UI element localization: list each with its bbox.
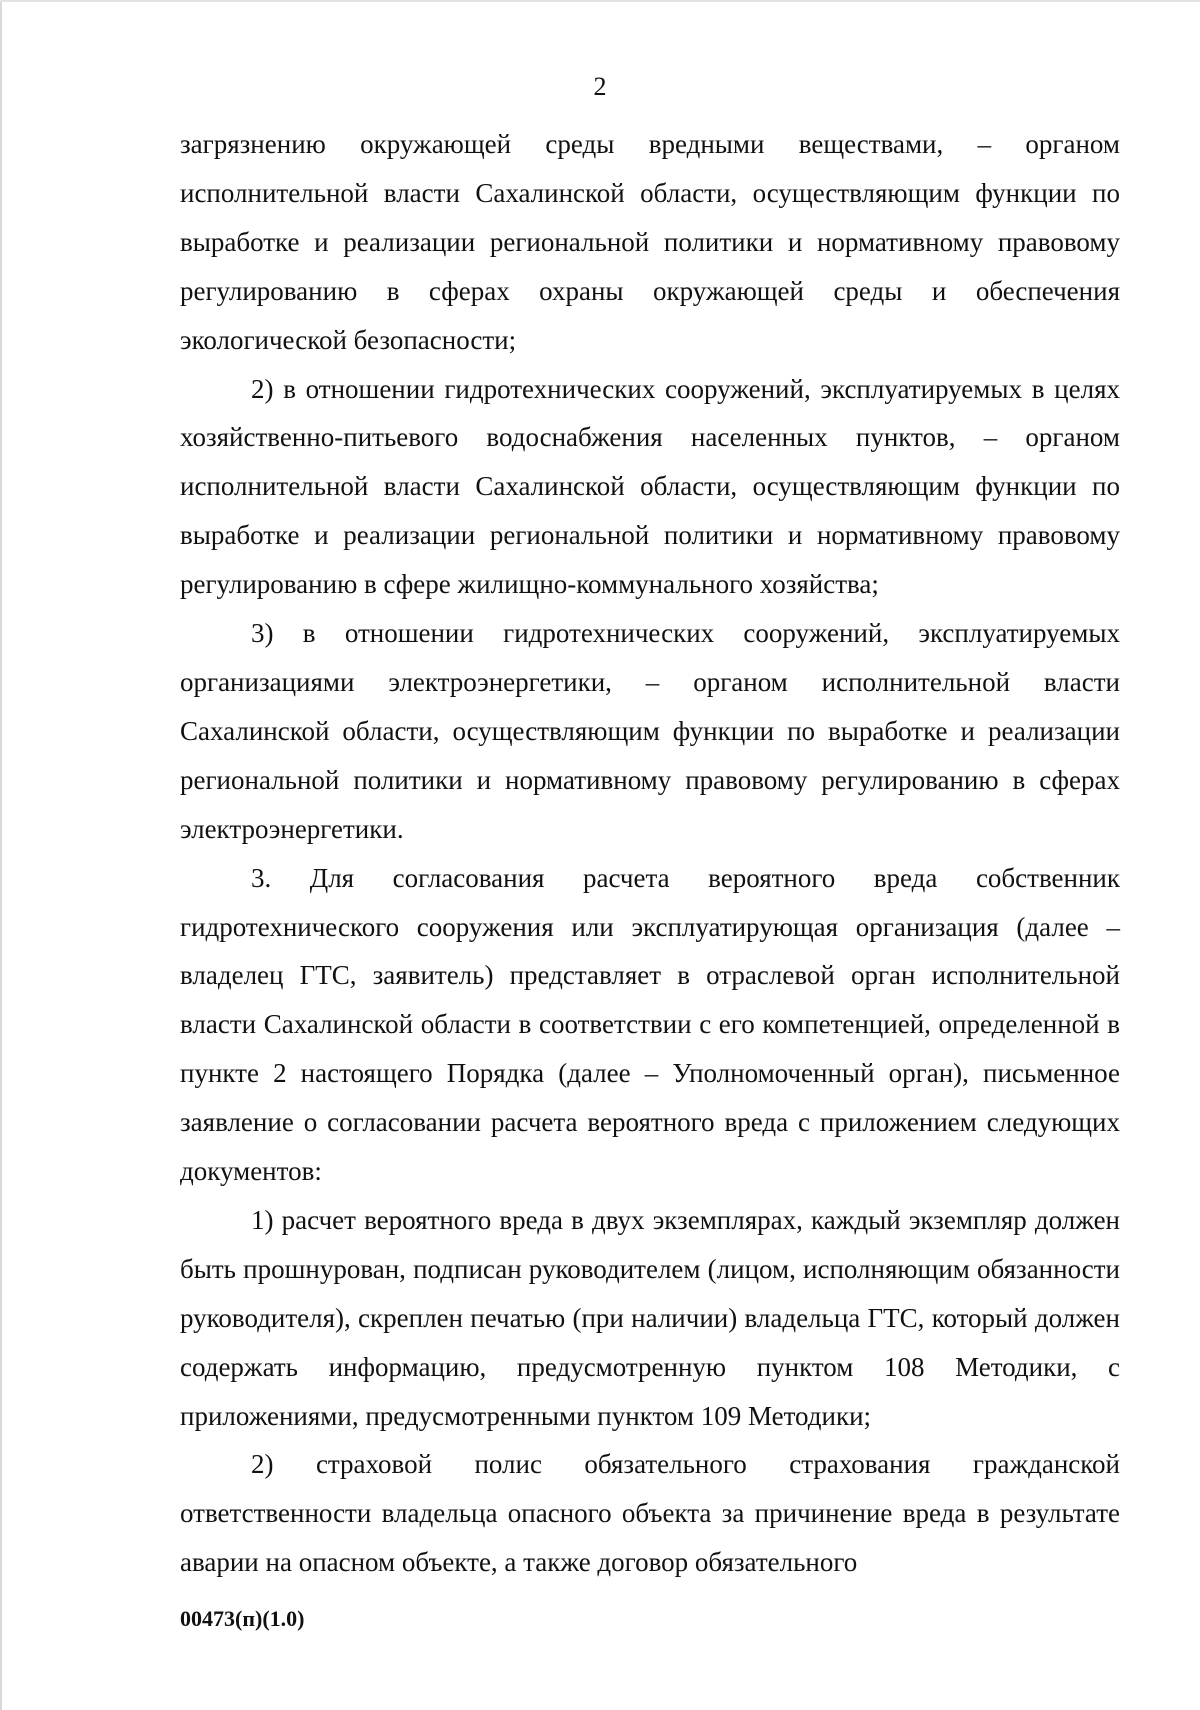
page-number: 2: [593, 72, 607, 101]
document-code: 00473(п)(1.0): [180, 1606, 305, 1631]
scan-edge-top: [0, 0, 1200, 2]
document-body: [180, 120, 1120, 1587]
paragraph-4: 3. Для согласования расчета вероятного вреда собственник гидротехнического сооружения или эксплуатирующая организация (далее – владелец ГТС, заявитель) представляет в отраслевой орган исполнительной власти Сахалинской области в соответствии с его компетенцией, определенной в пункте 2 настоящего Порядка (далее – Уполномоченный орган), письменное заявление о согласовании расчета вероятного вреда с приложением следующих документов:: [180, 862, 1120, 1187]
paragraph-5: 1) расчет вероятного вреда в двух экземплярах, каждый экземпляр должен быть прошнурован, подписан руководителем (лицом, исполняющим обязанности руководителя), скреплен печатью (при наличии) владельца ГТС, который должен содержать информацию, предусмотренную пунктом 108 Методики, с приложениями, предусмотренными пунктом 109 Методики;: [180, 1204, 1120, 1431]
paragraph-2: 2) в отношении гидротехнических сооружений, эксплуатируемых в целях хозяйственно-питьевого водоснабжения населенных пунктов, – органом исполнительной власти Сахалинской области, осуществляющим функции по выработке и реализации региональной политики и нормативному правовому регулированию в сфере жилищно-коммунального хозяйства;: [180, 373, 1120, 600]
paragraph-6: 2) страховой полис обязательного страхования гражданской ответственности владельца опасного объекта за причинение вреда в результате аварии на опасном объекте, а также договор обязательного: [180, 1449, 1120, 1578]
scan-edge-left: [0, 0, 2, 1710]
paragraph-1: загрязнению окружающей среды вредными веществами, – органом исполнительной власти Сахалинской области, осуществляющим функции по выработке и реализации региональной политики и нормативному правовому регулированию в сферах охраны окружающей среды и обеспечения экологической безопасности;: [180, 129, 1120, 355]
paragraph-3: 3) в отношении гидротехнических сооружений, эксплуатируемых организациями электроэнергетики, – органом исполнительной власти Сахалинской области, осуществляющим функции по выработке и реализации региональной политики и нормативному правовому регулированию в сферах электроэнергетики.: [180, 618, 1120, 844]
